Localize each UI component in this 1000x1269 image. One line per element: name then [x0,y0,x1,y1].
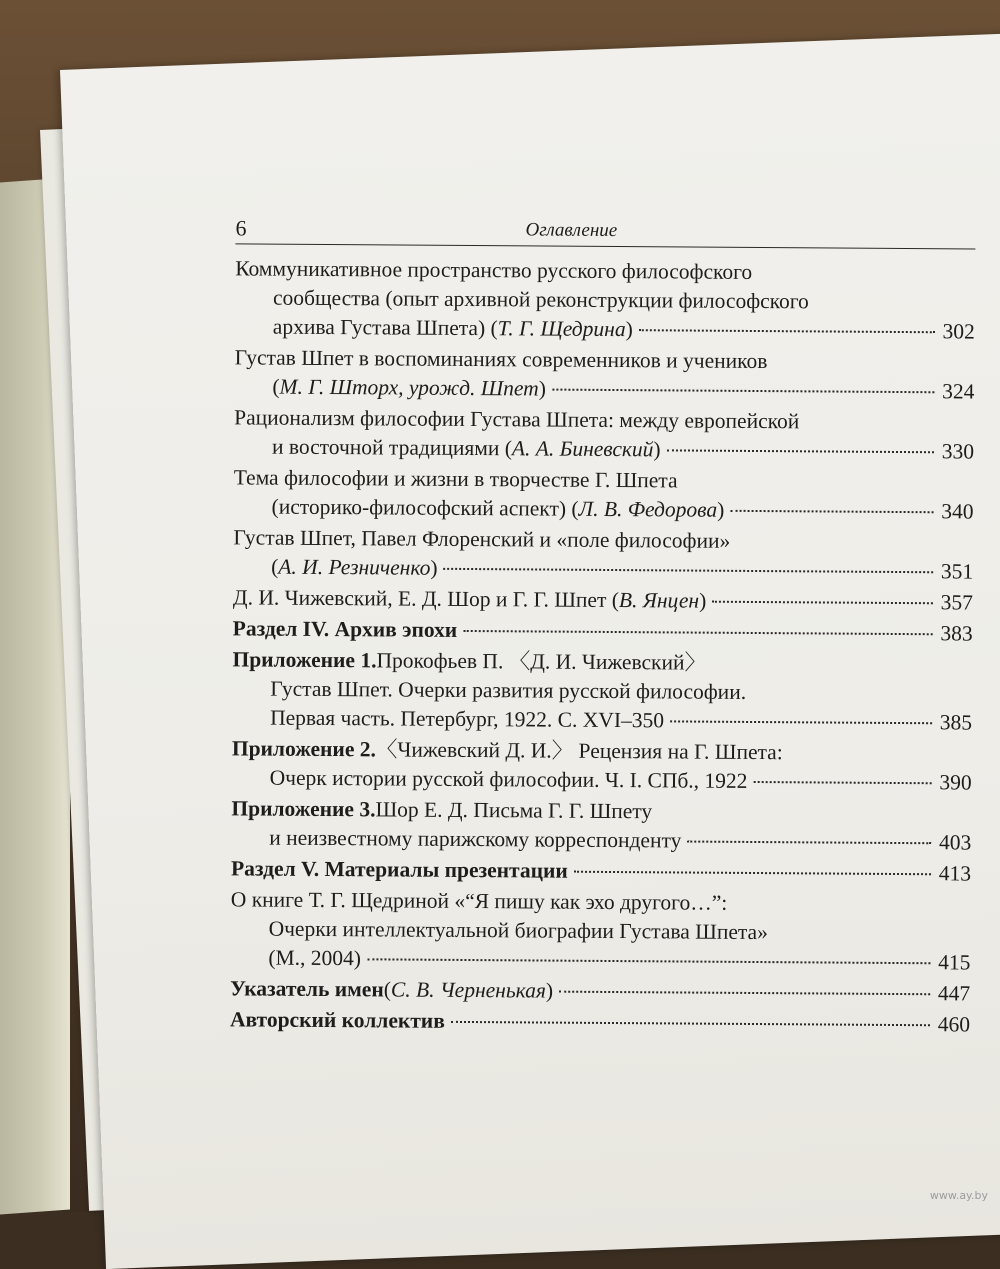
toc-text: ) [653,437,661,462]
toc-author: Т. Г. Щедрина [497,316,626,342]
toc-text: Прокофьев П. 〈Д. И. Чижевский〉 [376,648,707,675]
toc-text: ) [699,588,707,613]
page-header [235,213,975,249]
toc-page: 324 [942,379,975,404]
toc-line: Густав Шпет. Очерки развития русской философии. [270,676,747,704]
toc-line [234,432,974,466]
book-page [60,32,1000,1269]
section-title: Раздел V. Материалы презентации [230,856,568,883]
toc-text: ( [271,554,279,579]
toc-entry [233,463,973,526]
appendix-label: Приложение 1. [232,647,377,673]
toc-line [233,583,973,617]
leader-dots [667,449,934,453]
toc-page: 357 [940,590,974,615]
toc-line [231,823,971,857]
toc-line [232,763,972,797]
leader-dots [444,568,934,573]
page-content [230,213,976,1041]
toc-text: ) [625,317,633,342]
appendix-label: Приложение 2. [231,736,376,762]
toc-text: и неизвестному парижскому корреспонденту [269,825,682,853]
section-title: Раздел IV. Архив эпохи [232,616,458,642]
toc-page: 413 [938,861,972,886]
toc-text: (М., 2004) [268,945,362,971]
toc-author: В. Янцен [618,588,700,613]
toc-line: Очерки интеллектуальной биографии Густава Шпета» [268,916,768,945]
toc-page: 447 [937,981,971,1006]
toc-page: 403 [938,830,972,855]
leader-dots [670,720,932,724]
toc-line [230,943,970,977]
toc-page: 330 [941,439,975,464]
page-number: 6 [235,215,247,241]
toc-line: Густав Шпет, Павел Флоренский и «поле философии» [233,525,731,553]
toc-line: сообщества (опыт архивной реконструкции философского [272,285,809,314]
toc-text: ) [430,555,438,580]
toc-author: А. А. Биневский [511,436,654,462]
toc-text: Очерк истории русской философии. Ч. I. СПб., 1922 [269,765,748,793]
toc-page: 340 [941,499,974,524]
toc-author: С. В. Черненькая [390,977,547,1003]
toc-page: 383 [940,621,973,646]
toc-page: 415 [938,950,971,975]
table-of-contents [230,254,975,1039]
toc-text: Шор Е. Д. Письма Г. Г. Шпету [375,797,653,824]
watermark: www.ay.by [929,1189,988,1202]
toc-text: архива Густава Шпета) ( [272,314,498,341]
toc-text: ) [545,978,554,1003]
leader-dots [552,389,935,394]
toc-line: О книге Т. Г. Щедриной «“Я пишу как эхо другого…”: [230,887,728,915]
leader-dots [463,630,932,635]
toc-page: 351 [940,559,974,584]
toc-authors [230,1005,970,1039]
toc-line [233,492,973,526]
toc-author: Л. В. Федорова [578,496,718,522]
toc-line: Коммуникативное пространство русского философского [235,256,753,284]
toc-line [233,552,973,586]
leader-dots [730,510,933,513]
toc-section-5 [231,854,971,888]
toc-text: ) [717,497,725,522]
toc-line [232,703,972,737]
toc-entry [234,343,974,406]
authors-title: Авторский коллектив [229,1007,445,1033]
leader-dots [367,958,930,964]
toc-line: Тема философии и жизни в творчестве Г. Шпета [233,465,678,493]
toc-entry [233,583,973,617]
toc-page: 460 [937,1012,971,1037]
toc-page: 390 [939,770,972,795]
leader-dots [639,329,935,333]
toc-line [230,1005,970,1039]
leader-dots [687,841,931,845]
toc-author: М. Г. Шторх, урожд. Шпет [279,374,539,401]
toc-line [231,854,971,888]
leader-dots [712,601,933,605]
toc-section-4 [233,614,973,648]
toc-text: (историко-философский аспект) ( [271,494,579,521]
toc-appendix-2 [232,734,972,797]
toc-appendix-1 [232,645,973,737]
toc-text: и восточной традициями ( [271,434,513,461]
toc-index [230,974,970,1008]
toc-entry [234,403,974,466]
toc-appendix-3 [231,794,971,857]
appendix-label: Приложение 3. [231,796,376,822]
leader-dots [559,991,930,996]
toc-text: Д. И. Чижевский, Е. Д. Шор и Г. Г. Шпет ( [232,585,620,613]
toc-text: ) [538,376,547,401]
toc-line [234,372,974,406]
toc-line: Рационализм философии Густава Шпета: между европейской [234,405,800,434]
toc-author: А. И. Резниченко [278,554,431,580]
toc-book-entry [230,885,971,977]
toc-entry [233,523,973,586]
toc-line [230,974,970,1008]
toc-page: 302 [942,319,975,344]
toc-text: 〈Чижевский Д. И.〉 Рецензия на Г. Шпета: [375,737,783,765]
toc-line [233,614,973,648]
toc-text: ( [383,977,392,1002]
toc-page: 385 [939,710,973,735]
toc-entry [235,254,976,346]
leader-dots [574,871,931,875]
leader-dots [451,1021,930,1026]
toc-text: ( [272,374,280,399]
leader-dots [753,781,931,784]
toc-line: Густав Шпет в воспоминаниях современников и учеников [234,345,768,374]
index-title: Указатель имен [230,976,384,1002]
toc-line [235,312,975,346]
toc-text: Первая часть. Петербург, 1922. С. XVI–350 [270,705,665,733]
running-title: Оглавление [525,219,618,242]
